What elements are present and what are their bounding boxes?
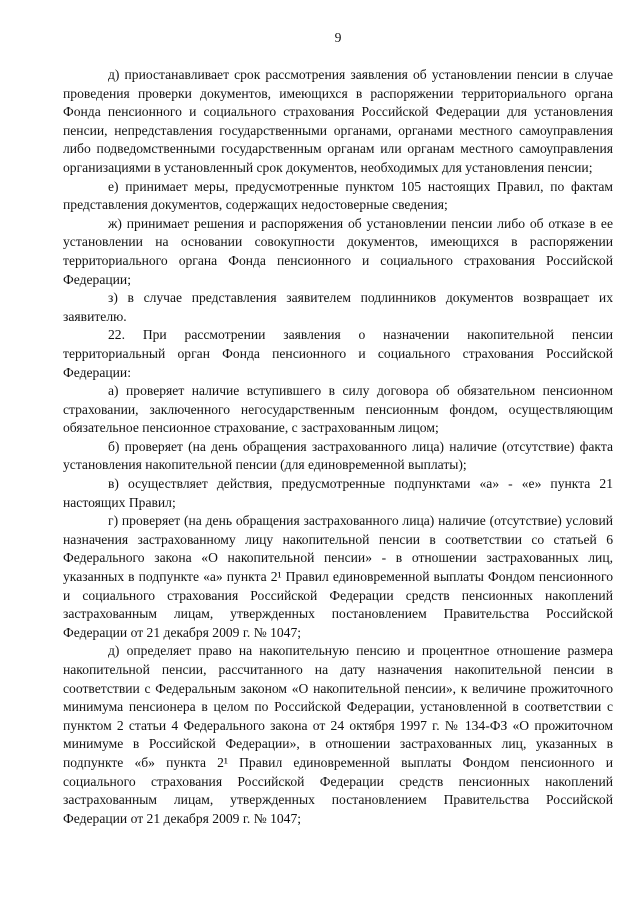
paragraph-item-e: е) принимает меры, предусмотренные пунктом 105 настоящих Правил, по фактам представления документов, содержащих недостоверные сведения; xyxy=(63,178,613,213)
paragraph-item-z: з) в случае представления заявителем подлинников документов возвращает их заявителю. xyxy=(63,290,613,324)
paragraph-item-d: д) приостанавливает срок рассмотрения заявления об установлении пенсии в случае проведения проверки документов, имеющихся в распоряжении территориального органа Фонда пенсионного и социального страхования Российской Федерации для установления пенсии, непредставления государственными органами, органами местного самоуправления либо подведомственными государственным органам или органам местного самоуправления организациями в установленный срок документов, необходимых для установления пенсии; xyxy=(63,67,613,175)
paragraph-item-b: б) проверяет (на день обращения застрахованного лица) наличие (отсутствие) факта установления накопительной пенсии (для единовременной выплаты); xyxy=(63,438,613,473)
paragraph-item-zh: ж) принимает решения и распоряжения об установлении пенсии либо об отказе в ее установлении на основании совокупности документов, имеющихся в распоряжении территориального органа Фонда пенсионного и социального страхования Российской Федерации; xyxy=(63,215,613,287)
paragraph-item-d2: д) определяет право на накопительную пенсию и процентное отношение размера накопительной пенсии, рассчитанного на дату назначения накопительной пенсии в соответствии с Федеральным законом «О накопительной пенсии», к величине прожиточного минимума пенсионера в целом по Российской Федерации, установленной в соответствии с пунктом 2 статьи 4 Федерального закона от 24 октября 1997 г. № 134-ФЗ «О прожиточном минимуме в Российской Федерации», в отношении застрахованных лиц, указанных в подпункте «б» пункта 2¹ Правил единовременной выплаты Фондом пенсионного и социального страхования Российской Федерации средств пенсионных накоплений застрахованным лицам, утвержденных постановлением Правительства Российской Федерации от 21 декабря 2009 г. № 1047; xyxy=(63,643,613,826)
paragraph-section-22: 22. При рассмотрении заявления о назначении накопительной пенсии территориальный орган Фонда пенсионного и социального страхования Российской Федерации: xyxy=(63,327,613,380)
paragraph-item-v: в) осуществляет действия, предусмотренные подпунктами «а» - «е» пункта 21 настоящих Правил; xyxy=(63,476,613,510)
paragraph-item-g: г) проверяет (на день обращения застрахованного лица) наличие (отсутствие) условий назначения застрахованному лицу накопительной пенсии в соответствии со статьей 6 Федерального закона «О накопительной пенсии» - в отношении застрахованных лиц, указанных в подпункте «а» пункта 2¹ Правил единовременной выплаты Фондом пенсионного и социального страхования Российской Федерации средств пенсионных накоплений застрахованным лицам, утвержденных постановлением Правительства Российской Федерации от 21 декабря 2009 г. № 1047; xyxy=(63,513,613,640)
page-number: 9 xyxy=(334,30,342,45)
paragraph-item-a: а) проверяет наличие вступившего в силу договора об обязательном пенсионном страховании, заключенного негосударственным пенсионным фондом, осуществляющим обязательное пенсионное страхование, с застрахованным лицом; xyxy=(63,383,613,436)
document-page xyxy=(63,30,613,828)
